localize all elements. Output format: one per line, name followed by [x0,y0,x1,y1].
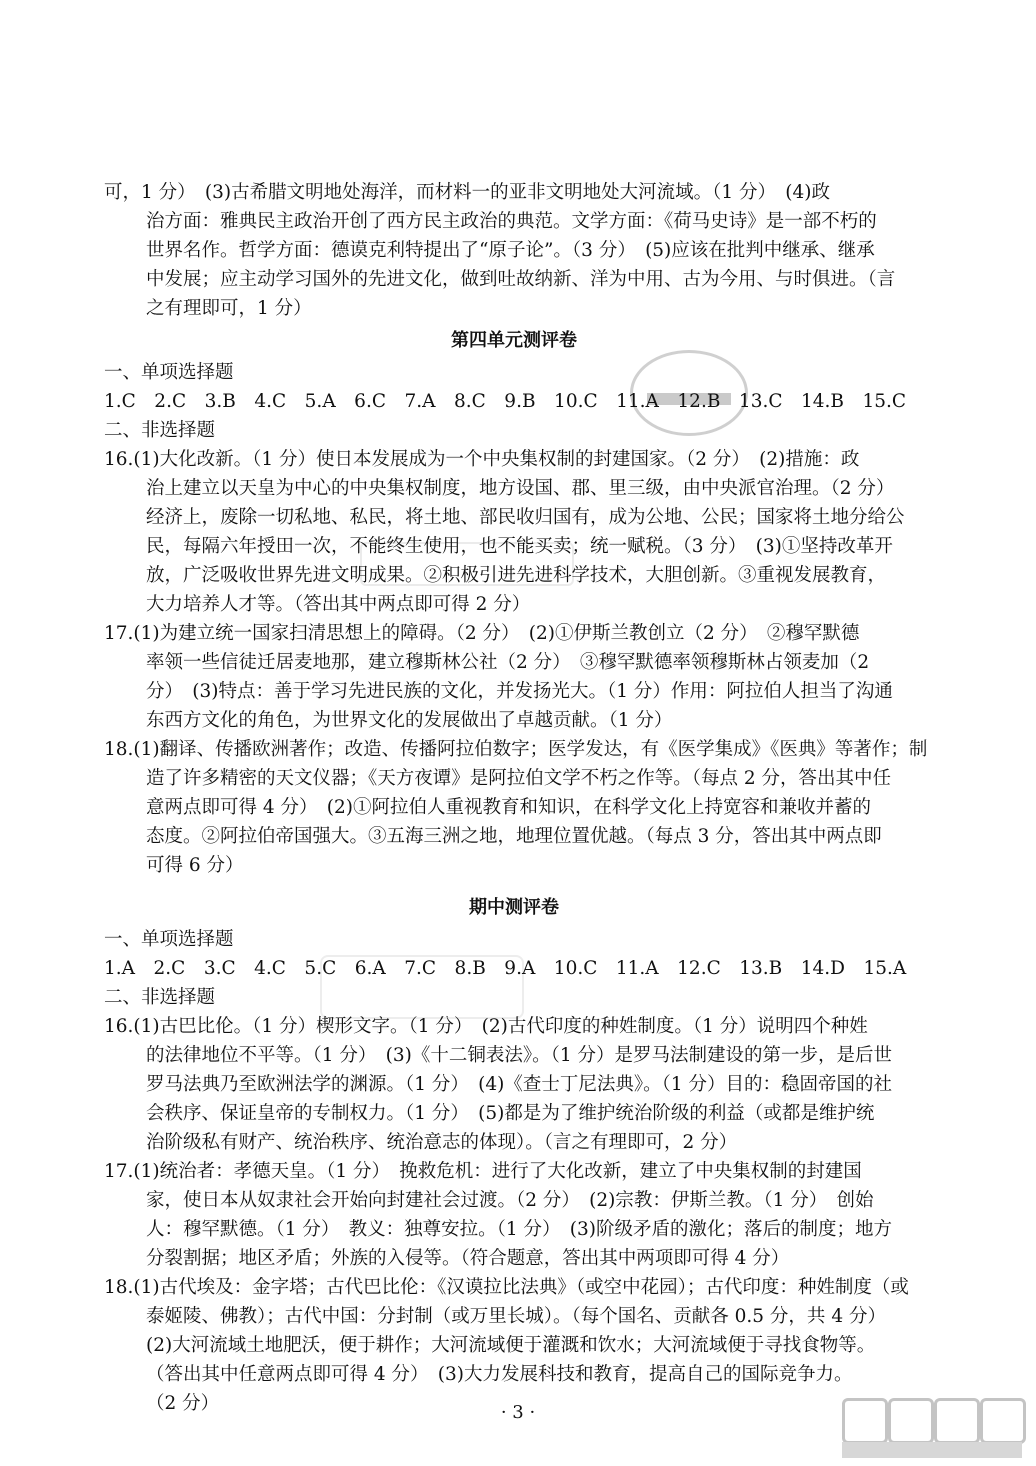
text-line: 放，广泛吸收世界先进文明成果。②积极引进先进科学技术，大胆创新。③重视发展教育， [146,565,887,586]
text-line: 罗马法典乃至欧洲法学的渊源。（1 分） (4)《查士丁尼法典》。（1 分）目的：稳固帝国的社 [146,1074,893,1095]
subsection-heading: 二、非选择题 [104,987,216,1008]
text-line: 分裂割据；地区矛盾；外族的入侵等。（符合题意，答出其中两项即可得 4 分） [146,1248,790,1269]
text-line: 中发展；应主动学习国外的先进文化，做到吐故纳新、洋为中用、古为今用、与时俱进。（言 [146,269,896,290]
answer-content [104,178,928,1418]
text-line: （答出其中任意两点即可得 4 分） (3)大力发展科技和教育，提高自己的国际竞争力。 [146,1364,853,1385]
logo-glyph [888,1398,934,1444]
text-line: 17.(1)统治者：孝德天皇。（1 分） 挽救危机：进行了大化改新，建立了中央集权制的封建国 [104,1161,862,1182]
section-title: 期中测评卷 [469,897,559,918]
choice-answers: 1.A 2.C 3.C 4.C 5.C 6.A 7.C 8.B 9.A 10.C 11.A 12.C 13.B 14.D 15.A [104,958,907,979]
text-line: 可，1 分） (3)古希腊文明地处海洋，而材料一的亚非文明地处大河流域。（1 分） (4)政 [104,182,830,203]
text-line: 治方面：雅典民主政治开创了西方民主政治的典范。文学方面：《荷马史诗》是一部不朽的 [146,211,877,232]
site-logo-watermark [842,1398,1022,1460]
text-line: 泰姬陵、佛教）；古代中国：分封制（或万里长城）。（每个国名、贡献各 0.5 分，共 4 分） [146,1306,886,1327]
text-line: 治阶级私有财产、统治秩序、统治意志的体现）。（言之有理即可，2 分） [146,1132,738,1153]
answer-lines [104,1012,924,1418]
logo-glyph [842,1398,888,1444]
text-line: 东西方文化的角色，为世界文化的发展做出了卓越贡献。（1 分） [146,710,673,731]
text-line: (2)大河流域土地肥沃，便于耕作；大河流域便于灌溉和饮水；大河流域便于寻找食物等。 [146,1335,876,1356]
text-line: （2 分） [146,1393,220,1414]
text-line: 态度。②阿拉伯帝国强大。③五海三洲之地，地理位置优越。（每点 3 分，答出其中两点即 [146,826,882,847]
text-line: 会秩序、保证皇帝的专制权力。（1 分） (5)都是为了维护统治阶级的利益（或都是维护统 [146,1103,875,1124]
text-line: 率领一些信徒迁居麦地那，建立穆斯林公社（2 分） ③穆罕默德率领穆斯林占领麦加（2 [146,652,870,673]
text-line: 18.(1)翻译、传播欧洲著作；改造、传播阿拉伯数字；医学发达，有《医学集成》《医典》等著作；制 [104,739,928,760]
text-line: 治上建立以天皇为中心的中央集权制度，地方设国、郡、里三级，由中央派官治理。（2 分） [146,478,895,499]
text-line: 18.(1)古代埃及：金字塔；古代巴比伦：《汉谟拉比法典》（或空中花园）；古代印度：种姓制度（或 [104,1277,909,1298]
text-line: 17.(1)为建立统一国家扫清思想上的障碍。（2 分） (2)①伊斯兰教创立（2 分） ②穆罕默德 [104,623,860,644]
unit4-section [104,323,928,880]
text-line: 可得 6 分） [146,855,244,876]
text-line: 的法律地位不平等。（1 分） (3)《十二铜表法》。（1 分）是罗马法制建设的第一步，是后世 [146,1045,893,1066]
text-line: 民，每隔六年授田一次，不能终生使用，也不能买卖；统一赋税。（3 分） (3)①坚持改革开 [146,536,893,557]
subsection-heading: 二、非选择题 [104,420,216,441]
page-number: · 3 · [500,1402,536,1423]
text-line: 世界名作。哲学方面：德谟克利特提出了“原子论”。（3 分） (5)应该在批判中继承、继承 [146,240,875,261]
text-line: 大力培养人才等。（答出其中两点即可得 2 分） [146,594,531,615]
subsection-heading: 一、单项选择题 [104,362,234,383]
text-line: 家，使日本从奴隶社会开始向封建社会过渡。（2 分） (2)宗教：伊斯兰教。（1 分） 创始 [146,1190,874,1211]
intro-block [104,178,924,323]
text-line: 人：穆罕默德。（1 分） 教义：独尊安拉。（1 分） (3)阶级矛盾的激化；落后的制度；地方 [146,1219,893,1240]
text-line: 16.(1)大化改新。（1 分）使日本发展成为一个中央集权制的封建国家。（2 分） (2)措施：政 [104,449,860,470]
text-line: 造了许多精密的天文仪器；《天方夜谭》是阿拉伯文学不朽之作等。（每点 2 分，答出其中任 [146,768,892,789]
logo-glyph [934,1398,980,1444]
text-line: 之有理即可，1 分） [146,298,312,319]
text-line: 分） (3)特点：善于学习先进民族的文化，并发扬光大。（1 分）作用：阿拉伯人担当了沟通 [146,681,893,702]
choice-answers: 1.C 2.C 3.B 4.C 5.A 6.C 7.A 8.C 9.B 10.C 11.A 12.B 13.C 14.B 15.C [104,391,907,412]
logo-glyph [980,1398,1026,1444]
answer-lines [104,445,928,880]
subsection-heading: 一、单项选择题 [104,929,234,950]
text-line: 意两点即可得 4 分） (2)①阿拉伯人重视教育和知识，在科学文化上持宽容和兼收并蓄的 [146,797,871,818]
text-line: 经济上，废除一切私地、私民，将土地、部民收归国有，成为公地、公民；国家将土地分给公 [146,507,905,528]
logo-url-band [842,1442,1022,1458]
section-title: 第四单元测评卷 [451,330,577,351]
text-line: 16.(1)古巴比伦。（1 分）楔形文字。（1 分） (2)古代印度的种姓制度。（1 分）说明四个种姓 [104,1016,868,1037]
midterm-section [104,890,924,1418]
